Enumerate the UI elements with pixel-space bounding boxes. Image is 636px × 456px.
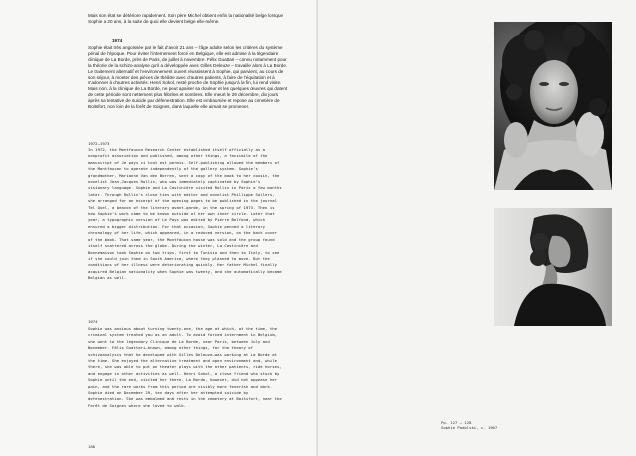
english-body-paragraph-2: Sophie was anxious about turning twenty-one, the age at which, at the time, the criminal system treated you as an adult. To avoid forced internment in Belgium, she went to the legendary Clinique de La Borde, near Paris, between July and November. Félix Guattari—known, among other things, for the theory of schizoanalysis that he developed with Gilles Deleuze—was working at La Borde at the time. She enjoyed the alternative treatment and open environment and, while there, she was able to put on theater plays with the other patients, ride horses, and engage in other activities as well. Henri Sokol, a close friend who stuck by Sophie until the end, visited her there. La Borde, however, did not appease her pain, and the rare works from this period are visibly more feverish and dark. Sophie died on December 29, ten days after her attempted suicide by defenestration. She was embalmed and rests in the cemetery at Boitsfort, near the Forêt de Soignes where she loved to walk.: [88, 326, 282, 408]
photo-caption: [441, 420, 497, 431]
portrait-photo-2-image: [494, 208, 612, 326]
english-year-heading: 1974: [88, 319, 98, 324]
caption-subject: Sophie Podolski, c. 1967: [441, 425, 498, 431]
english-period-heading: 1972–1973: [88, 141, 110, 146]
portrait-photo-1: [494, 22, 612, 190]
french-year-heading: 1974: [112, 38, 123, 43]
page-number: 188: [88, 444, 96, 449]
french-intro-paragraph: Mais son état se détériore rapidement. Son père Michel obtient enfin la nationalité belge lorsque Sophie a 20 ans, à la suite de quoi elle devient belge elle-même.: [88, 13, 284, 24]
french-body-paragraph: Sophie était très angoissée par le fait d’avoir 21 ans – l’âge adulte selon les critères du système pénal de l’époque. Pour éviter l’internement forcé en Belgique, elle est admise à la légendaire clinique de La Borde, près de Paris, de juillet à novembre. Félix Guattari – connu notamment pour la théorie de la schizo-analyse qu’il a développée avec Gilles Deleuze – travaille alors à La Borde. Le traitement alternatif et l’environnement ouvert réussissent à Sophie, qui parvient, au cours de son séjour, à monter des pièces de théâtre avec d’autres patients, à faire de l’équitation et à s’adonner à d’autres activités. Henri Sokol, resté proche de Sophie jusqu’à la fin, lui rend visite. Mais non, à la clinique de La Borde, ne peut apaiser sa douleur et les quelques œuvres qui datent de cette période sont nettement plus fébriles et sombres. Elle meurt le 29 décembre, dix jours après sa tentative de suicide par défenestration. Elle est embaumée et repose au cimetière de Boitsfort, non loin de la forêt de Soignes, dans laquelle elle aimait se promener.: [88, 45, 288, 110]
caption-page-reference: Pp. 127 – 128: [441, 420, 472, 425]
portrait-photo-1-image: [494, 22, 612, 190]
english-body-paragraph-1: In 1972, the Montfaucon Research Center established itself officially as a nonprofit association and published, among other things, a facsimile of the manuscript of Je pays ci tout est permis. Self-publishing allowed the members of the Montfaucon to operate independently of the gallery system. Sophie’s grandmother, Marianne Van den Borren, sent a copy of the book to her cousin, the novelist Jean-Jacques Rollin, who was immediately captivated by Sophie’s visionary language. Sophie and La Castinière visited Rollin in Paris a few months later. Through Rollin’s close ties with editor and novelist Phillippe Sollers, she arranged for an excerpt of the opening pages to be published in the journal Tel Quel, a beacon of the literary avant-garde, in the spring of 1973. Then is how Sophie’s work came to be known outside of her own inner circle. Later that year, a typographic version of Le Pays was edited by Pierre Belfond, which ensured a bigger distribution. For that occasion, Sophie penned a literary chronology of her life, which appeared, in a reduced version, on the back cover of the book. That same year, the Montfaucon house was sold and the group found itself scattered across the globe. During the winter, La Castinière and Bonnemaison took Sophie on two trips, first to Tunisia and then to Italy, to see if she could join them in South America, where they planned to move. But the conditions of her illness were deteriorating quickly. Her father Michel finally acquired Belgian nationality when Sophie was twenty, and she automatically became Belgian as well.: [88, 147, 282, 281]
portrait-photo-2: [494, 208, 612, 326]
